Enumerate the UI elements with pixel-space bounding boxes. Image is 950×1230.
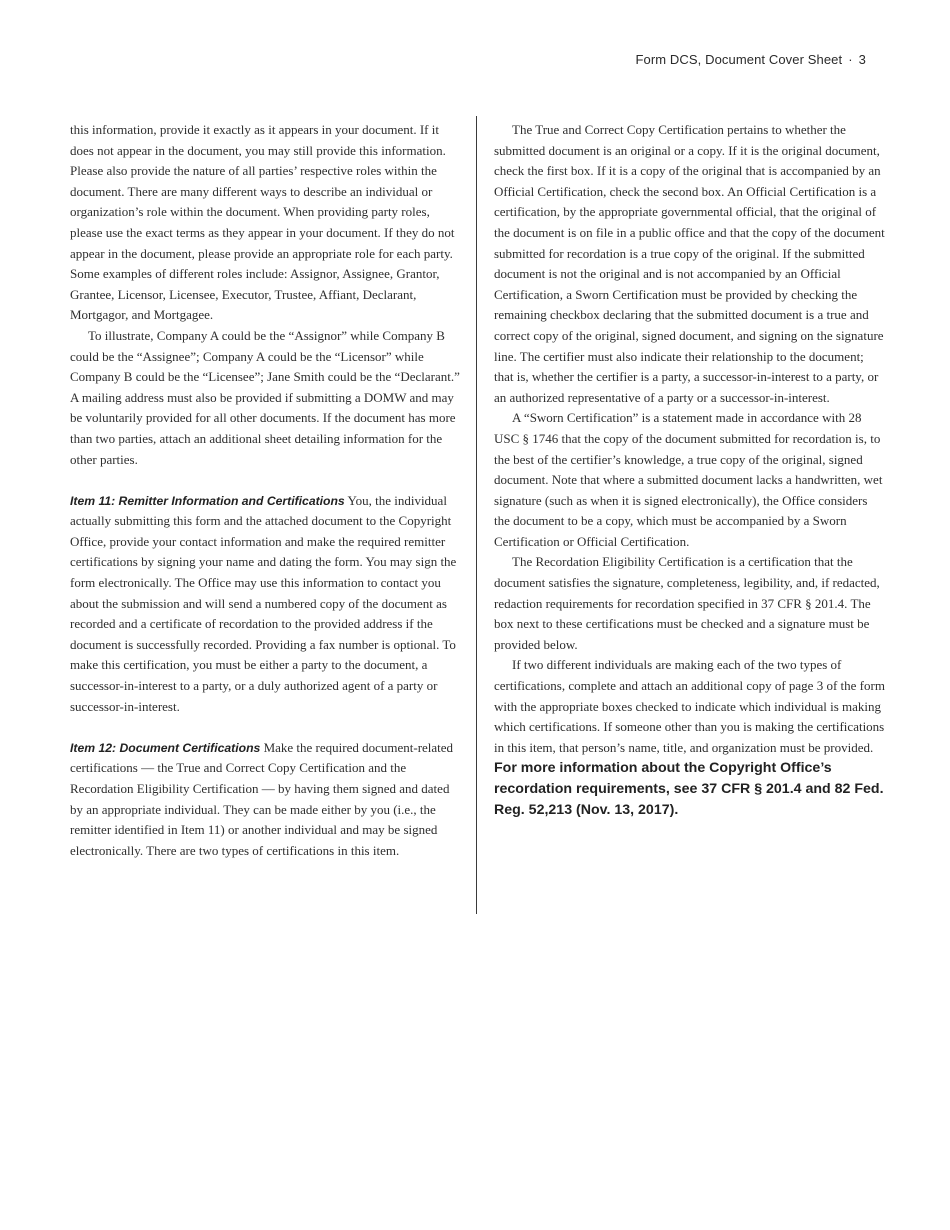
item-12-body: Make the required document-related certifications — the True and Correct Copy Certification and the Recordation Eligibility Certification — by having them signed and dated by an appropriate individual. They can be made either by you (i.e., the remitter identified in Item 11) or another individual and may be signed electronically. There are two types of certifications in this item. [70,739,454,858]
header-separator: · [848,52,853,67]
page-header [635,52,866,67]
more-information-note: For more information about the Copyright Office’s recordation requirements, see 37 CFR § 201.4 and 82 Fed. Reg. 52,213 (Nov. 13, 2017). [494,760,884,818]
page-number: 3 [858,52,866,67]
sworn-certification-paragraph: A “Sworn Certification” is a statement made in accordance with 28 USC § 1746 that the copy of the document submitted for recordation is, to the best of the certifier’s knowledge, a true copy of the original, signed document. Note that where a submitted document lacks a handwritten, wet signature (such as when it is signed electronically), the Office considers the document to be a copy, which must be accompanied by a Sworn Certification or Official Certification. [494,410,883,549]
two-individuals-paragraph: If two different individuals are making each of the two types of certifications, complete and attach an additional copy of page 3 of the form with the appropriate boxes checked to indicate which individual is making which certifications. If someone other than you is making the certifications in this item, that person’s name, title, and organization must be provided. [494,657,885,755]
left-column [70,120,462,861]
illustration-paragraph: To illustrate, Company A could be the “Assignor” while Company B could be the “Assignee”; Company A could be the “Licensor” while Company B could be the “Licensee”; Jane Smith could be the “Declarant.” A mailing address must also be provided if submitting a DOMW and may be voluntarily provided for all other documents. If the document has more than two parties, attach an additional sheet detailing information for the other parties. [70,327,460,467]
item-12-section [70,738,462,862]
right-column [494,120,886,820]
item-11-heading: Item 11: Remitter Information and Certifications [70,493,345,508]
item-11-section [70,491,462,718]
column-divider [476,116,477,914]
item-12-heading: Item 12: Document Certifications [70,740,261,755]
eligibility-paragraph: The Recordation Eligibility Certification is a certification that the document satisfies the signature, completeness, legibility, and, if redacted, redaction requirements for recordation specified in 37 CFR § 201.4. The box next to these certifications must be checked and a signature must be provided below. [494,554,880,652]
item-11-body: You, the individual actually submitting this form and the attached document to the Copyright Office, provide your contact information and make the required remitter certifications by signing your name and dating the form. You may sign the form electronically. The Office may use this information to contact you about the submission and will send a numbered copy of the document as recorded and a certificate of recordation to the provided address if the document is successfully recorded. Providing a fax number is optional. To make this certification, you must be either a party to the document, a successor-in-interest to a party, or a duly authorized agent of a party or successor-in-interest. [70,492,457,714]
header-title: Form DCS, Document Cover Sheet [635,52,843,67]
roles-paragraph: this information, provide it exactly as it appears in your document. If it does not appear in the document, you may still provide this information. Please also provide the nature of all parties’ respective roles within the document. There are many different ways to describe an individual or organization’s role within the document. When providing party roles, please use the exact terms as they appear in your document. If they do not appear in the document, please provide an appropriate role for each party. Some examples of different roles include: Assignor, Assignee, Grantor, Grantee, Licensor, Licensee, Executor, Trustee, Affiant, Declarant, Mortgagor, and Mortgagee. [70,122,455,323]
true-copy-paragraph: The True and Correct Copy Certification pertains to whether the submitted document is an original or a copy. If it is the original document, check the first box. If it is a copy of the original that is accompanied by an Official Certification, check the second box. An Official Certification is a certification, by the appropriate governmental official, that the original of the document is on file in a public office and that the copy of the document submitted for recordation is a true copy of the original. If the submitted document is not the original and is not accompanied by an Official Certification, a Sworn Certification must be provided by checking the remaining checkbox declaring that the submitted document is a true and correct copy of the original, signed document, and signing on the signature line. The certifier must also indicate their relationship to the document; that is, whether the certifier is a party, a successor-in-interest to a party, or an authorized representative of a party or a successor-in-interest. [494,122,885,405]
